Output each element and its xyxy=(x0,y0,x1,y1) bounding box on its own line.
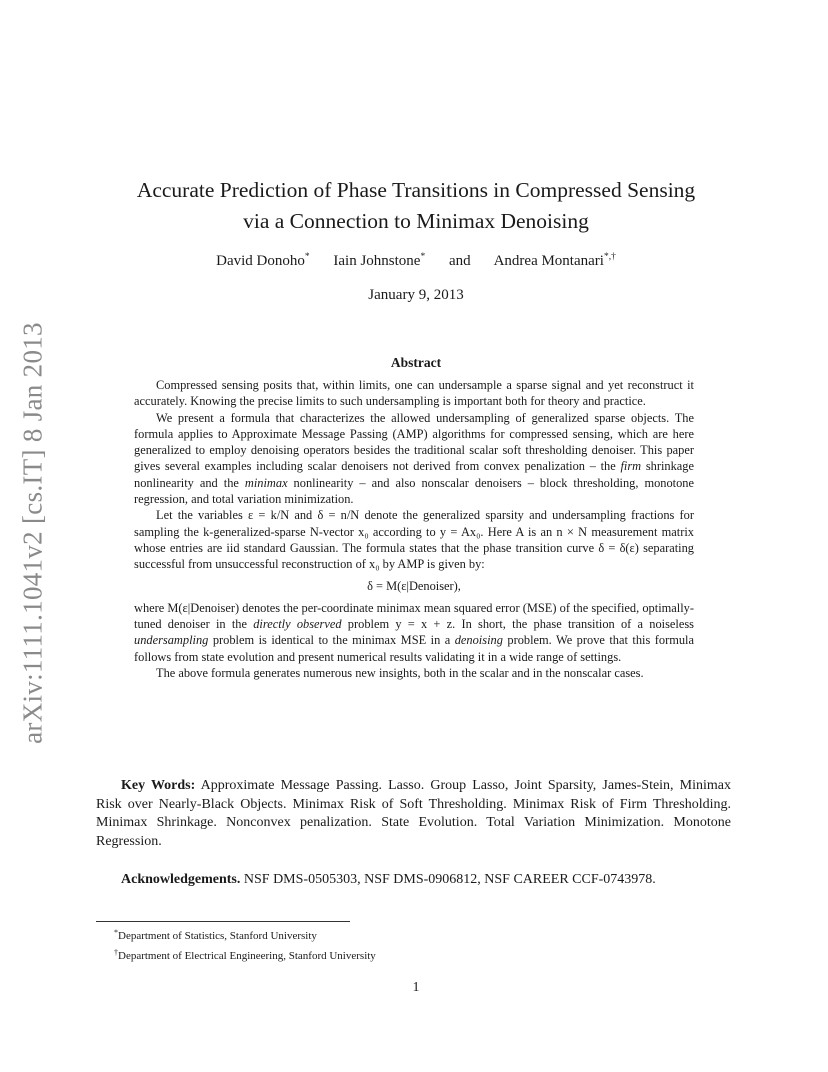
affiliation-mark: *,† xyxy=(603,252,616,262)
abstract-heading: Abstract xyxy=(390,355,442,370)
abstract-body xyxy=(134,377,694,681)
title-line-2: via a Connection to Minimax Denoising xyxy=(243,209,589,233)
abstract-paragraph: where M(ε|Denoiser) denotes the per-coordinate minimax mean squared error (MSE) of the specified, optimally-tuned denoiser in the directly observed problem y = x + z. In short, the phase transition of a noiseless undersampling problem is identical to the minimax MSE in a denoising problem. We prove that this formula follows from state evolution and present numerical results validating it in a wide range of settings. xyxy=(134,600,695,664)
abstract-paragraph: The above formula generates numerous new insights, both in the scalar and in the nonscalar cases. xyxy=(156,666,644,681)
keywords-text: Approximate Message Passing. Lasso. Group Lasso, Joint Sparsity, James-Stein, Minimax Risk over Nearly-Black Objects. Minimax Risk of Soft Thresholding. Minimax Risk of Firm Thresholding. Minimax Shrinkage. Nonconvex penalization. State Evolution. Total Variation Minimization. Monotone Regression. xyxy=(96,778,731,849)
footnote: *Department of Statistics, Stanford University xyxy=(114,928,317,942)
author-conjunction: and xyxy=(448,253,471,269)
footnote-divider xyxy=(96,921,350,922)
author-name: Andrea Montanari xyxy=(493,253,604,269)
keywords-label: Key Words: xyxy=(121,778,196,793)
paper-title xyxy=(96,175,736,237)
footnotes xyxy=(114,925,376,964)
abstract-paragraph: Let the variables ε = k/N and δ = n/N denote the generalized sparsity and undersampling fractions for sampling the k-generalized-sparse N-vector x₀ according to y = Ax₀. Here A is an n × N measurement matrix whose entries are iid standard Gaussian. The formula states that the phase transition curve δ = δ(ε) separating successful from unsuccessful reconstruction of x₀ by AMP is given by: xyxy=(134,508,694,572)
acknowledgements-text: NSF DMS-0505303, NSF DMS-0906812, NSF CAREER CCF-0743978. xyxy=(243,872,656,887)
acknowledgements-label: Acknowledgements. xyxy=(121,872,241,887)
title-line-1: Accurate Prediction of Phase Transitions in Compressed Sensing xyxy=(136,178,696,202)
affiliation-mark: * xyxy=(304,252,310,262)
arxiv-id: arXiv:1111.1041v2 [cs.IT] 8 Jan 2013 xyxy=(17,322,48,744)
paper-date: January 9, 2013 xyxy=(368,287,464,303)
abstract-paragraph: We present a formula that characterizes the allowed undersampling of generalized sparse objects. The formula applies to Approximate Message Passing (AMP) algorithms for compressed sensing, which are here generalized to employ denoising operators besides the traditional scalar soft thresholding denoiser. This paper gives several examples including scalar denoisers not derived from convex penalization – the firm shrinkage nonlinearity and the minimax nonlinearity – and also nonscalar denoisers – block thresholding, monotone regression, and total variation minimization. xyxy=(134,410,694,507)
keywords-section xyxy=(96,777,731,851)
arxiv-sidebar-stamp xyxy=(18,318,48,748)
display-equation: δ = M(ε|Denoiser), xyxy=(367,578,461,593)
affiliation-mark: * xyxy=(420,252,426,262)
abstract-paragraph: Compressed sensing posits that, within limits, one can undersample a sparse signal and yet reconstruct it accurately. Knowing the precise limits to such undersampling is important both for theory and practice. xyxy=(134,378,694,409)
author-name: Iain Johnstone xyxy=(333,253,421,269)
footnote: †Department of Electrical Engineering, Stanford University xyxy=(114,947,376,962)
acknowledgements-section xyxy=(121,872,741,888)
author-name: David Donoho xyxy=(216,253,305,269)
author-list xyxy=(96,252,736,270)
page-number: 1 xyxy=(412,980,420,995)
